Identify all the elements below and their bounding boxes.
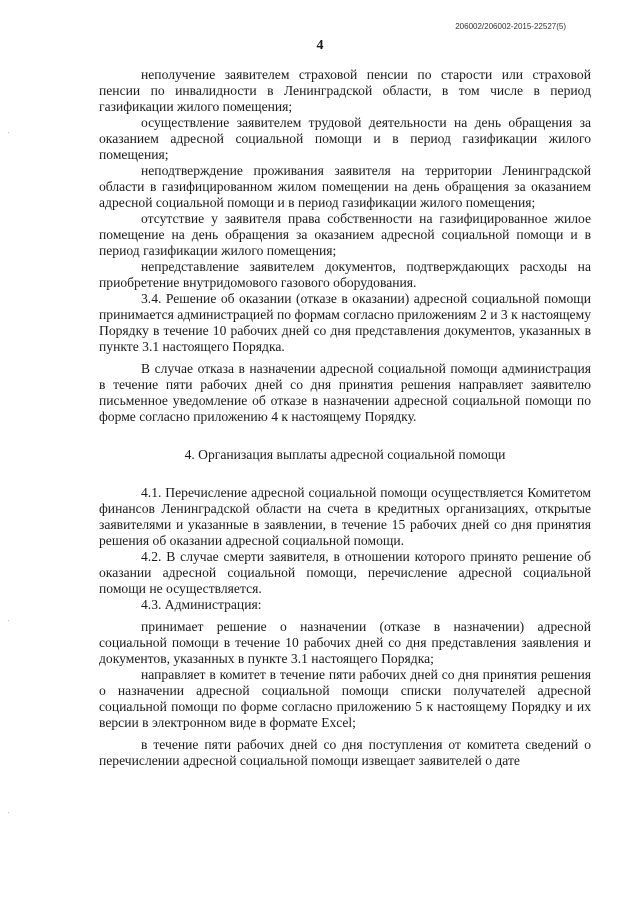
paragraph-4-3: 4.3. Администрация: (141, 597, 262, 612)
document-id: 206002/206002-2015-22527(5) (455, 22, 566, 31)
document-body (99, 67, 591, 769)
page-number: 4 (316, 38, 324, 53)
paragraph-employment: осуществление заявителем трудовой деятельности на день обращения за оказанием адресной социальной помощи и в период газификации жилого помещения; (99, 115, 591, 162)
paragraph-4-2: 4.2. В случае смерти заявителя, в отношении которого принято решение об оказании адресной социальной помощи, перечисление адресной социальной помощи не осуществляется. (99, 549, 591, 596)
paragraph-ownership: отсутствие у заявителя права собственности на газифицированное жилое помещение на день обращения за оказанием адресной социальной помощи и в период газификации жилого помещения; (99, 211, 591, 258)
scan-speck (8, 620, 9, 621)
scan-speck (8, 812, 9, 813)
scan-speck (8, 132, 9, 133)
paragraph-3-4: 3.4. Решение об оказании (отказе в оказании) адресной социальной помощи принимается администрацией по формам согласно приложениям 2 и 3 к настоящему Порядку в течение 10 рабочих дней со дня представления документов, указанных в пункте 3.1 настоящего Порядка. (99, 291, 591, 354)
section-heading-4: 4. Организация выплаты адресной социальной помощи (184, 447, 506, 462)
paragraph-refusal: В случае отказа в назначении адресной социальной помощи администрация в течение пяти рабочих дней со дня принятия решения направляет заявителю письменное уведомление об отказе в назначении адресной социальной помощи по форме согласно приложению 4 к настоящему Порядку. (99, 361, 591, 424)
paragraph-notification: в течение пяти рабочих дней со дня поступления от комитета сведений о перечислении адресной социальной помощи извещает заявителей о дате (99, 737, 591, 768)
paragraph-lists: направляет в комитет в течение пяти рабочих дней со дня принятия решения о назначении адресной социальной помощи списки получателей адресной социальной помощи по форме согласно приложению 5 к настоящему Порядку и их версии в электронном виде в формате Excel; (99, 667, 591, 730)
paragraph-pension: неполучение заявителем страховой пенсии по старости или страховой пенсии по инвалидности в Ленинградской области, в том числе в период газификации жилого помещения; (99, 67, 591, 114)
paragraph-residence: неподтверждение проживания заявителя на территории Ленинградской области в газифицированном жилом помещении на день обращения за оказанием адресной социальной помощи и в период газификации жилого помещения; (99, 163, 591, 210)
paragraph-decision: принимает решение о назначении (отказе в назначении) адресной социальной помощи в течение 10 рабочих дней со дня представления заявления и документов, указанных в пункте 3.1 настоящего Порядка; (99, 619, 591, 666)
paragraph-4-1: 4.1. Перечисление адресной социальной помощи осуществляется Комитетом финансов Ленинградской области на счета в кредитных организациях, открытые заявителями и указанные в заявлении, в течение 15 рабочих дней со дня принятия решения об оказании адресной социальной помощи. (99, 485, 591, 548)
paragraph-documents: непредставление заявителем документов, подтверждающих расходы на приобретение внутридомового газового оборудования. (99, 259, 591, 290)
